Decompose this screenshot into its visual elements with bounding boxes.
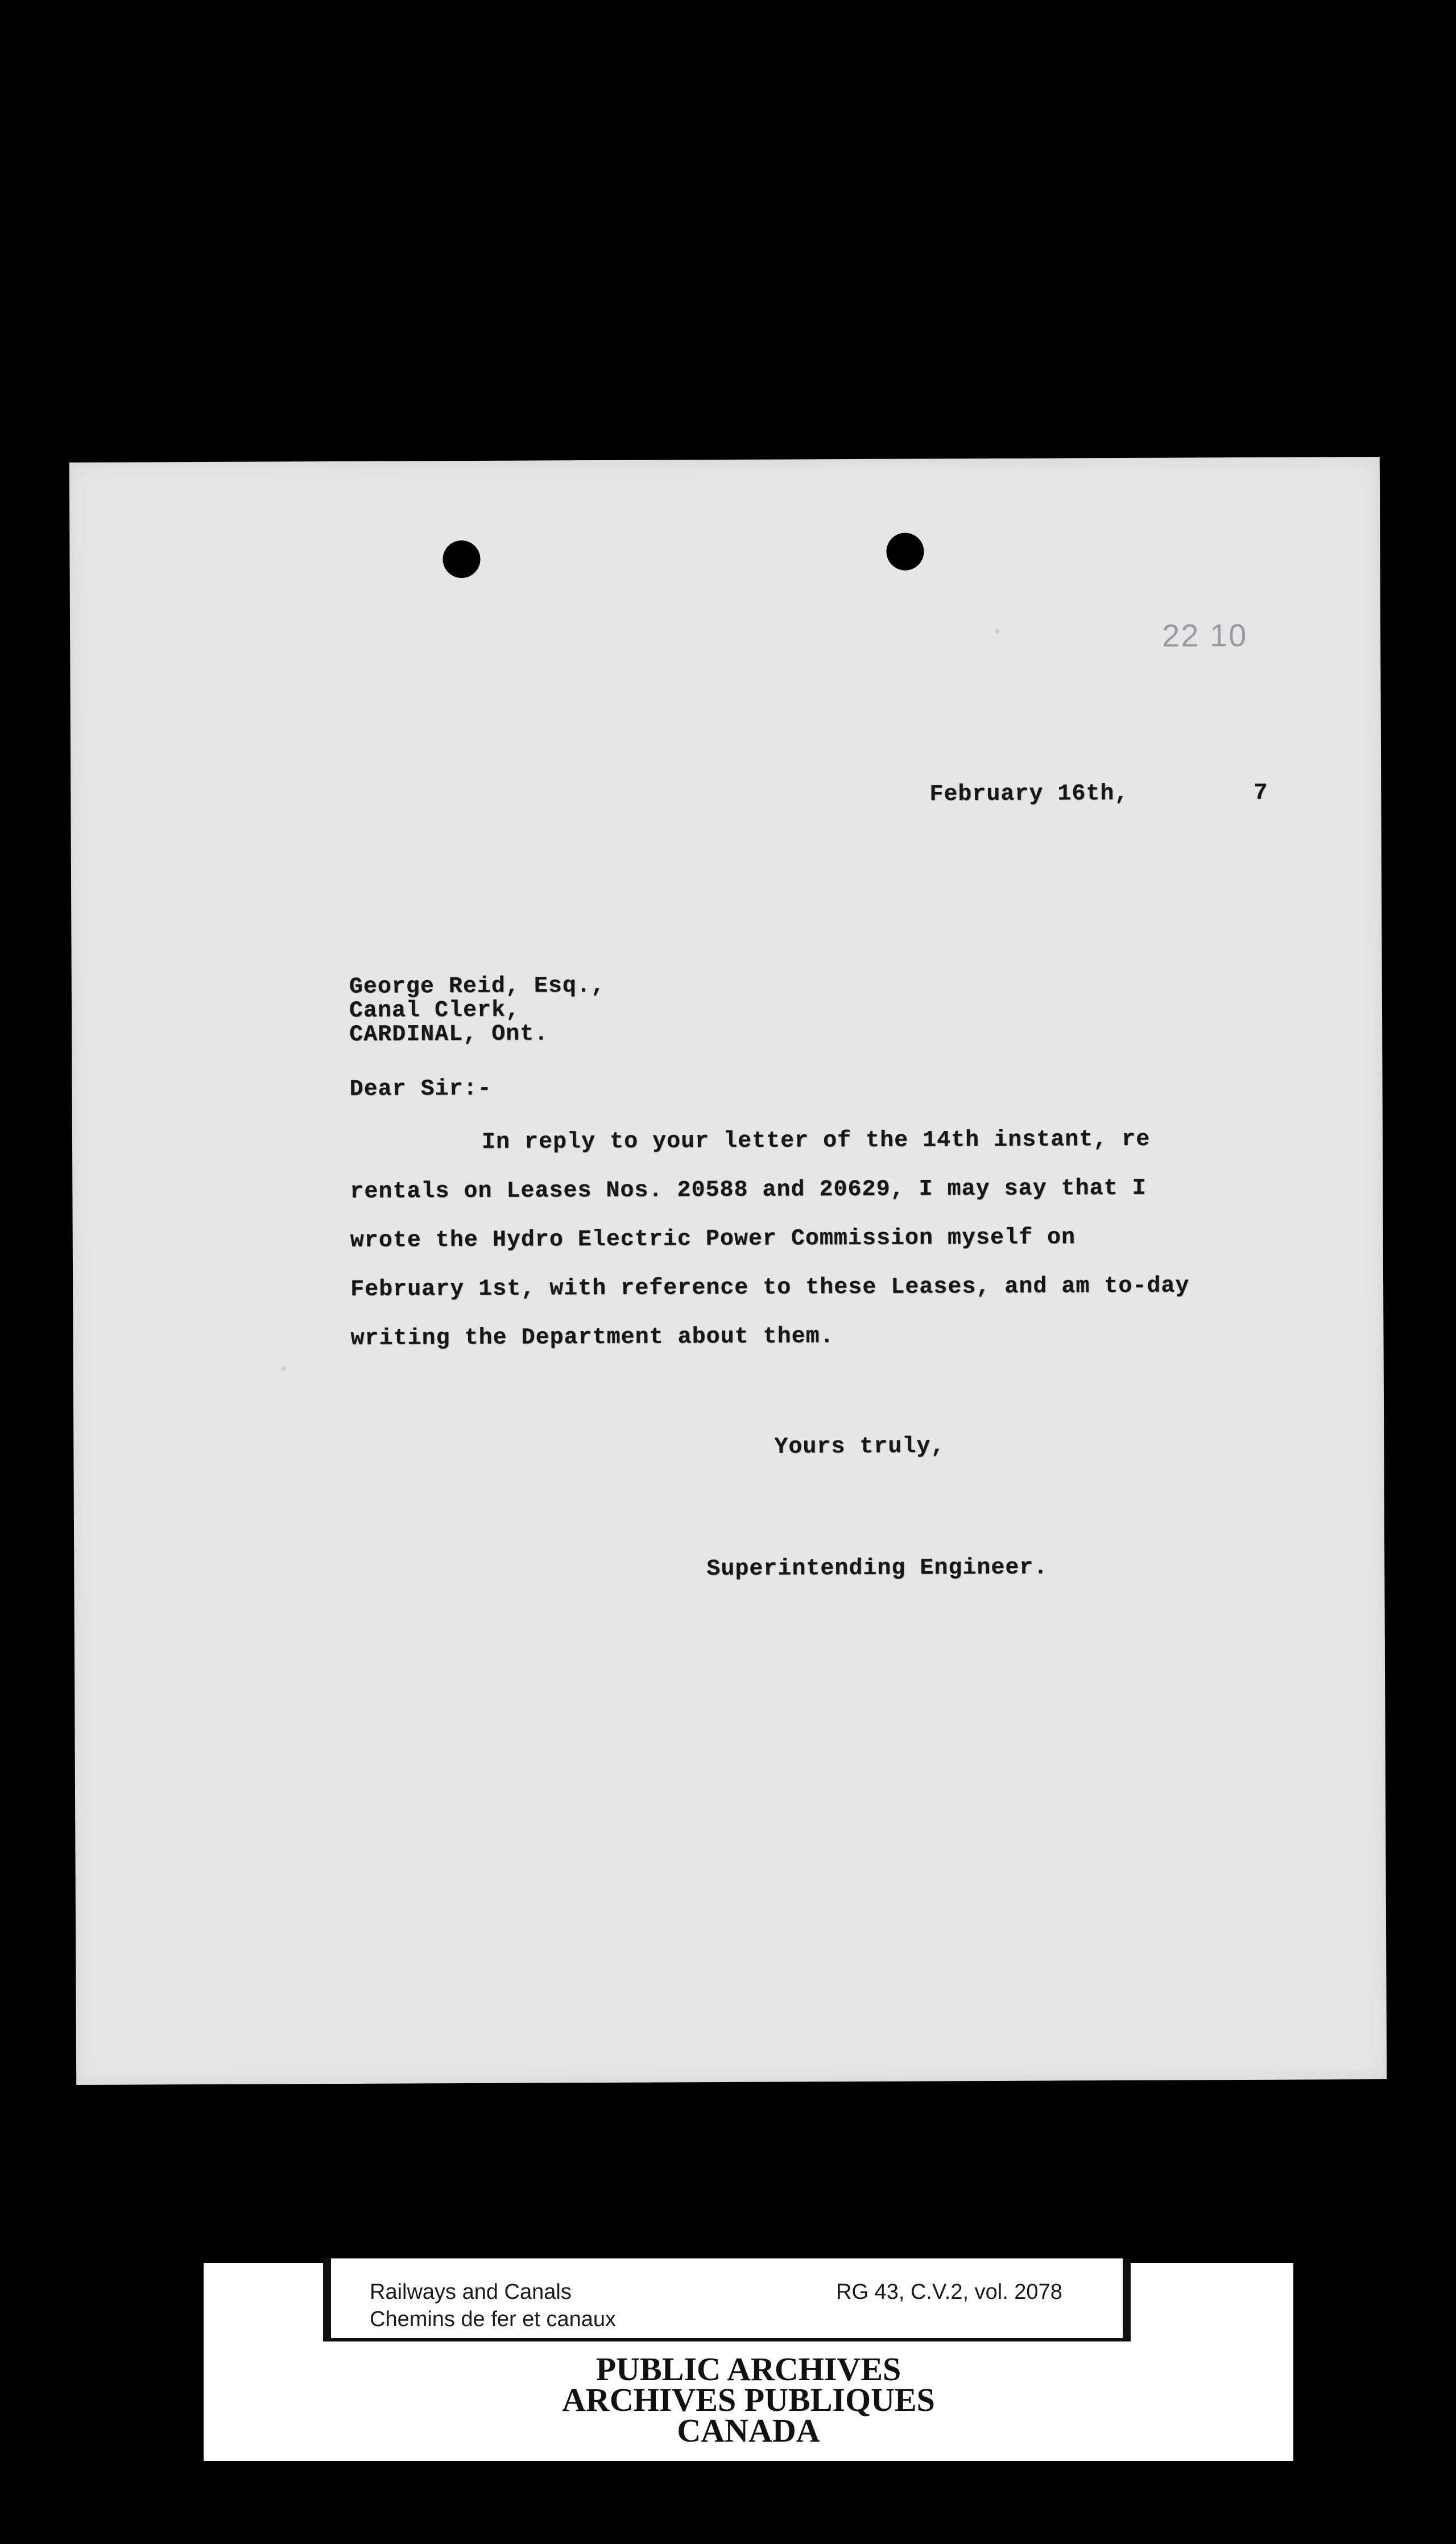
recipient-name: George Reid, Esq., — [349, 973, 605, 1000]
archive-title-french: ARCHIVES PUBLIQUES — [562, 2381, 935, 2418]
body-line: February 1st, with reference to these Leases, and am to-day — [350, 1273, 1190, 1303]
punch-hole-right — [886, 532, 924, 570]
pencil-page-number: 22 10 — [1161, 617, 1248, 654]
date-mark: 7 — [1254, 780, 1268, 806]
paper-speck — [995, 629, 999, 634]
punch-hole-left — [442, 540, 480, 578]
body-line: rentals on Leases Nos. 20588 and 20629, I may say that I — [350, 1175, 1147, 1205]
body-line: In reply to your letter of the 14th instant, re — [481, 1126, 1151, 1155]
archive-reference: RG 43, C.V.2, vol. 2078 — [836, 2280, 1062, 2304]
signature-title: Superintending Engineer. — [706, 1555, 1048, 1583]
letter-page — [69, 457, 1387, 2085]
department-english: Railways and Canals — [370, 2280, 572, 2304]
body-line: writing the Department about them. — [350, 1324, 834, 1352]
department-french: Chemins de fer et canaux — [370, 2307, 617, 2331]
paper-speck — [282, 1366, 286, 1370]
letter-date: February 16th, — [929, 780, 1129, 808]
archive-title-english: PUBLIC ARCHIVES — [595, 2351, 901, 2388]
recipient-title: Canal Clerk, — [349, 997, 520, 1024]
salutation: Dear Sir:- — [349, 1076, 492, 1102]
archive-country: CANADA — [677, 2412, 820, 2449]
closing: Yours truly, — [774, 1434, 945, 1460]
body-line: wrote the Hydro Electric Power Commission myself on — [350, 1225, 1076, 1254]
recipient-place: CARDINAL, Ont. — [349, 1021, 549, 1048]
